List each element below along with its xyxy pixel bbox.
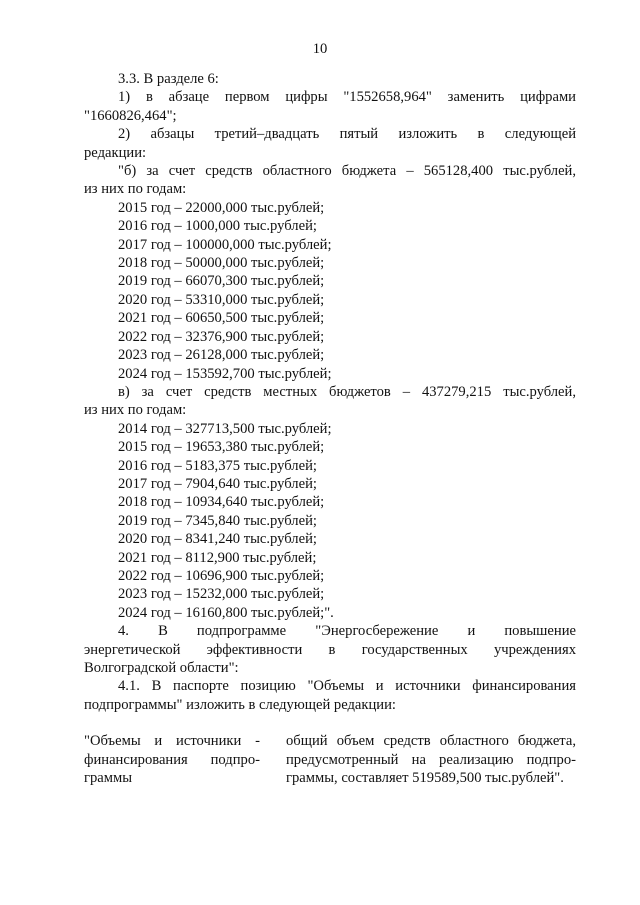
passport-value-line-1: общий объем средств областного бюджета, [286, 733, 576, 750]
paragraph-b-line-2: из них по годам: [84, 181, 187, 198]
list-item: 2019 год – 66070,300 тыс.рублей; [118, 273, 325, 290]
passport-label-line-1: "Объемы и источники - [84, 733, 260, 750]
list-item: 2019 год – 7345,840 тыс.рублей; [118, 512, 317, 529]
list-item: 2023 год – 26128,000 тыс.рублей; [118, 347, 325, 364]
list-item: 2017 год – 7904,640 тыс.рублей; [118, 475, 317, 492]
section-4-line-3: Волгоградской области": [84, 660, 239, 676]
section-4-1-line-1: 4.1. В паспорте позицию "Объемы и источники финансирования [118, 678, 576, 695]
list-item: 2022 год – 32376,900 тыс.рублей; [118, 328, 325, 345]
passport-label-cell [84, 732, 260, 787]
list-item: 2020 год – 8341,240 тыс.рублей; [118, 531, 317, 548]
paragraph-v-line-1: в) за счет средств местных бюджетов – 437279,215 тыс.рублей, [118, 383, 576, 400]
paragraph-v-line-2: из них по годам: [84, 402, 187, 419]
section-4-line-2: энергетической эффективности в государственных учреждениях [84, 641, 576, 658]
list-item: 2014 год – 327713,500 тыс.рублей; [118, 420, 332, 437]
item-1-line-1: 1) в абзаце первом цифры "1552658,964" заменить цифрами [118, 89, 576, 106]
passport-value-line-3: граммы, составляет 519589,500 тыс.рублей". [286, 770, 564, 787]
list-item: 2021 год – 8112,900 тыс.рублей; [118, 549, 317, 566]
section-3-3-title: 3.3. В разделе 6: [118, 71, 219, 87]
list-item: 2021 год – 60650,500 тыс.рублей; [118, 310, 325, 327]
list-item: 2016 год – 5183,375 тыс.рублей; [118, 457, 317, 474]
list-item: 2017 год – 100000,000 тыс.рублей; [118, 236, 332, 253]
section-4-line-1: 4. В подпрограмме "Энергосбережение и повышение [118, 623, 576, 640]
passport-table [84, 732, 576, 787]
list-item: 2022 год – 10696,900 тыс.рублей; [118, 567, 325, 584]
page-number: 10 [312, 41, 328, 57]
local-budget-years-list [84, 420, 576, 622]
list-item: 2015 год – 19653,380 тыс.рублей; [118, 439, 325, 456]
list-item: 2018 год – 50000,000 тыс.рублей; [118, 255, 325, 272]
document-body [84, 70, 576, 787]
list-item: 2018 год – 10934,640 тыс.рублей; [118, 494, 325, 511]
paragraph-b-line-1: "б) за счет средств областного бюджета – 565128,400 тыс.рублей, [118, 163, 576, 180]
section-4-1-line-2: подпрограммы" изложить в следующей редакции: [84, 696, 396, 713]
passport-value-cell [286, 732, 576, 787]
list-item: 2023 год – 15232,000 тыс.рублей; [118, 586, 325, 603]
item-1-line-2: "1660826,464"; [84, 107, 177, 124]
regional-budget-years-list [84, 199, 576, 383]
passport-label-line-3: граммы [84, 770, 133, 787]
passport-value-line-2: предусмотренный на реализацию подпро- [286, 751, 576, 768]
list-item: 2024 год – 16160,800 тыс.рублей;". [118, 604, 334, 621]
list-item: 2020 год – 53310,000 тыс.рублей; [118, 291, 325, 308]
list-item: 2015 год – 22000,000 тыс.рублей; [118, 199, 325, 216]
list-item: 2024 год – 153592,700 тыс.рублей; [118, 365, 332, 382]
item-2-line-1: 2) абзацы третий–двадцать пятый изложить в следующей [118, 126, 576, 143]
list-item: 2016 год – 1000,000 тыс.рублей; [118, 218, 317, 235]
item-2-line-2: редакции: [84, 144, 147, 161]
spacer [84, 714, 576, 732]
passport-label-line-2: финансирования подпро- [84, 751, 260, 768]
